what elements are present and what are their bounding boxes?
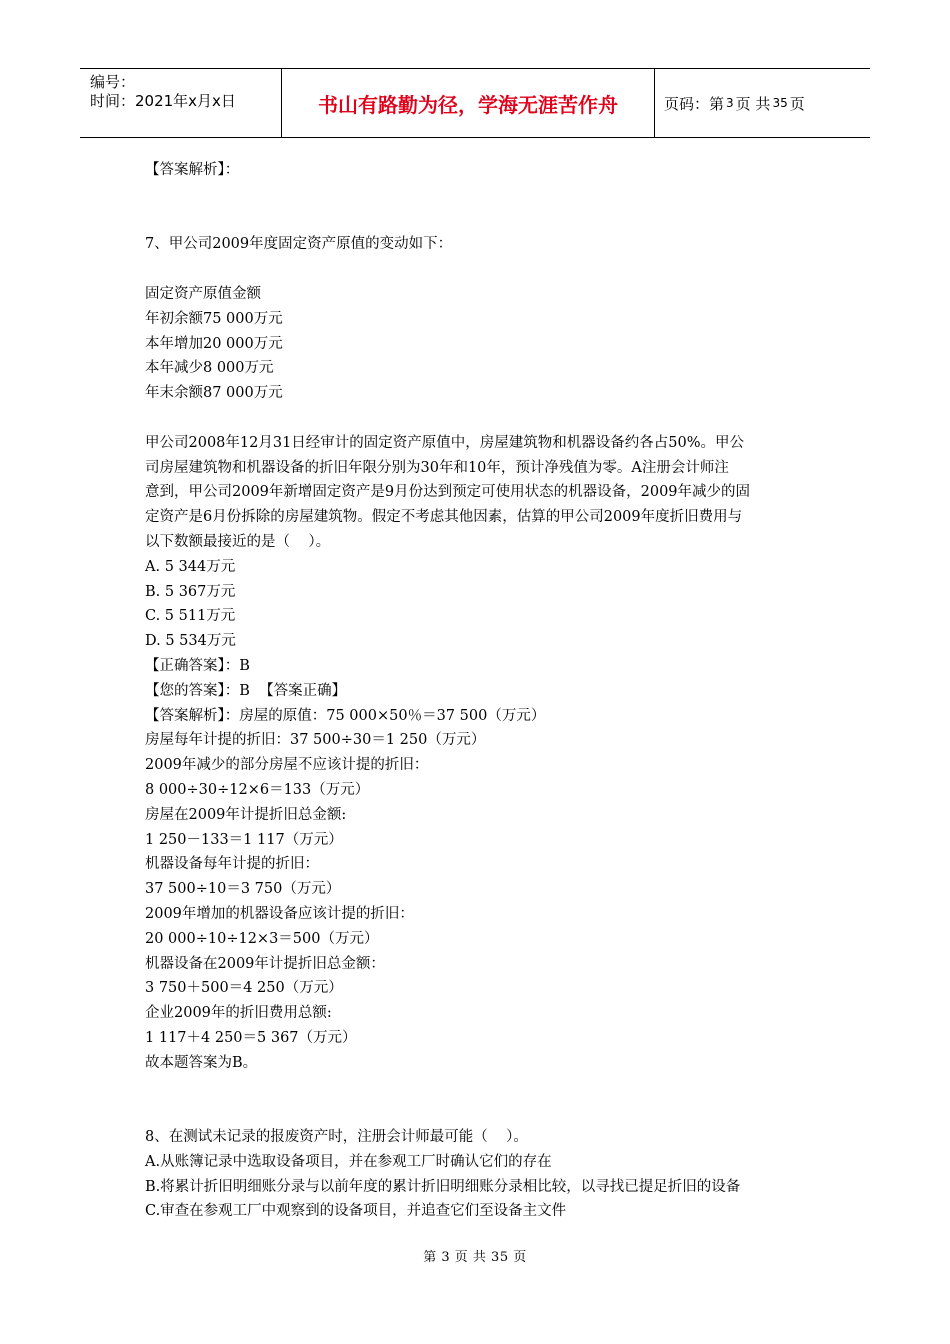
date-line: 时间：2021年x月x日 [90, 92, 236, 110]
header-info [90, 73, 236, 111]
q7-table-line: 年末余额87 000万元 [145, 385, 283, 402]
q8-option-b: B.将累计折旧明细账分录与以前年度的累计折旧明细账分录相比较，以寻找已提足折旧的设备 [145, 1178, 741, 1195]
header-motto: 书山有路勤为径，学海无涯苦作舟 [318, 92, 618, 117]
analysis-line: 故本题答案为B。 [145, 1054, 258, 1071]
analysis-line: 1 117＋4 250＝5 367（万元） [145, 1029, 357, 1046]
serial-label: 编号： [90, 73, 136, 91]
q7-table-line: 本年减少8 000万元 [145, 360, 274, 377]
q8-option-c: C.审查在参观工厂中观察到的设备项目，并追查它们至设备主文件 [145, 1203, 567, 1220]
q7-desc-line: 意到，甲公司2009年新增固定资产是9月份达到预定可使用状态的机器设备，2009年减少的固 [145, 484, 751, 501]
q7-your-answer: 【您的答案】：B 【答案正确】 [145, 682, 347, 699]
q7-options [145, 555, 815, 654]
q7-table-line: 固定资产原值金额 [145, 285, 261, 302]
document-body [145, 158, 815, 1224]
q7-option-b: B. 5 367万元 [145, 583, 236, 600]
q8-stem: 8、在测试未记录的报废资产时，注册会计师最可能（ ）。 [145, 1129, 528, 1146]
header-divider [654, 69, 655, 137]
q7-desc-line: 司房屋建筑物和机器设备的折旧年限分别为30年和10年，预计净残值为零。A注册会计师注 [145, 459, 729, 476]
q7-option-c: C. 5 511万元 [145, 608, 236, 625]
analysis-line: 2009年增加的机器设备应该计提的折旧： [145, 905, 414, 922]
analysis-line: 3 750＋500＝4 250（万元） [145, 980, 343, 997]
page-number: 3 [726, 96, 734, 110]
q8-options [145, 1150, 815, 1224]
page-suffix: 页 [789, 94, 805, 113]
q7-desc-line: 甲公司2008年12月31日经审计的固定资产原值中，房屋建筑物和机器设备约各占50%。甲公 [145, 434, 745, 451]
analysis-line: 房屋在2009年计提折旧总金额: [145, 806, 347, 823]
q8-option-a: A.从账簿记录中选取设备项目，并在参观工厂时确认它们的存在 [145, 1153, 552, 1170]
q7-analysis [145, 704, 815, 1076]
analysis-line: 机器设备在2009年计提折旧总金额： [145, 955, 385, 972]
header-page-info [664, 69, 805, 137]
q7-desc-line: 以下数额最接近的是（ ）。 [145, 533, 331, 550]
q7-stem: 7、甲公司2009年度固定资产原值的变动如下： [145, 236, 453, 253]
analysis-line: 【答案解析】：房屋的原值：75 000×50％＝37 500（万元） [145, 707, 546, 724]
page-header [80, 68, 870, 138]
analysis-line: 2009年减少的部分房屋不应该计提的折旧： [145, 757, 429, 774]
analysis-line: 37 500÷10＝3 750（万元） [145, 881, 341, 898]
q7-table-line: 本年增加20 000万元 [145, 335, 283, 352]
q7-description [145, 431, 815, 555]
q7-desc-line: 定资产是6月份拆除的房屋建筑物。假定不考虑其他因素，估算的甲公司2009年度折旧费用与 [145, 509, 743, 526]
analysis-line: 机器设备每年计提的折旧： [145, 856, 319, 873]
page-mid: 页 共 [735, 94, 771, 113]
analysis-line: 20 000÷10÷12×3＝500（万元） [145, 930, 379, 947]
page-footer: 第 3 页 共 35 页 [423, 1250, 527, 1265]
analysis-line: 8 000÷30÷12×6＝133（万元） [145, 781, 370, 798]
q7-correct-answer: 【正确答案】：B [145, 657, 250, 674]
analysis-line: 企业2009年的折旧费用总额: [145, 1005, 332, 1022]
q7-option-d: D. 5 534万元 [145, 633, 236, 650]
q6-analysis-label: 【答案解析】： [145, 162, 240, 178]
q7-table [145, 282, 815, 406]
analysis-line: 1 250－133＝1 117（万元） [145, 831, 343, 848]
page-total: 35 [772, 96, 788, 110]
q7-table-line: 年初余额75 000万元 [145, 310, 283, 327]
page-prefix: 页码：第 [664, 94, 725, 113]
analysis-line: 房屋每年计提的折旧：37 500÷30＝1 250（万元） [145, 732, 486, 749]
q7-option-a: A. 5 344万元 [145, 558, 236, 575]
